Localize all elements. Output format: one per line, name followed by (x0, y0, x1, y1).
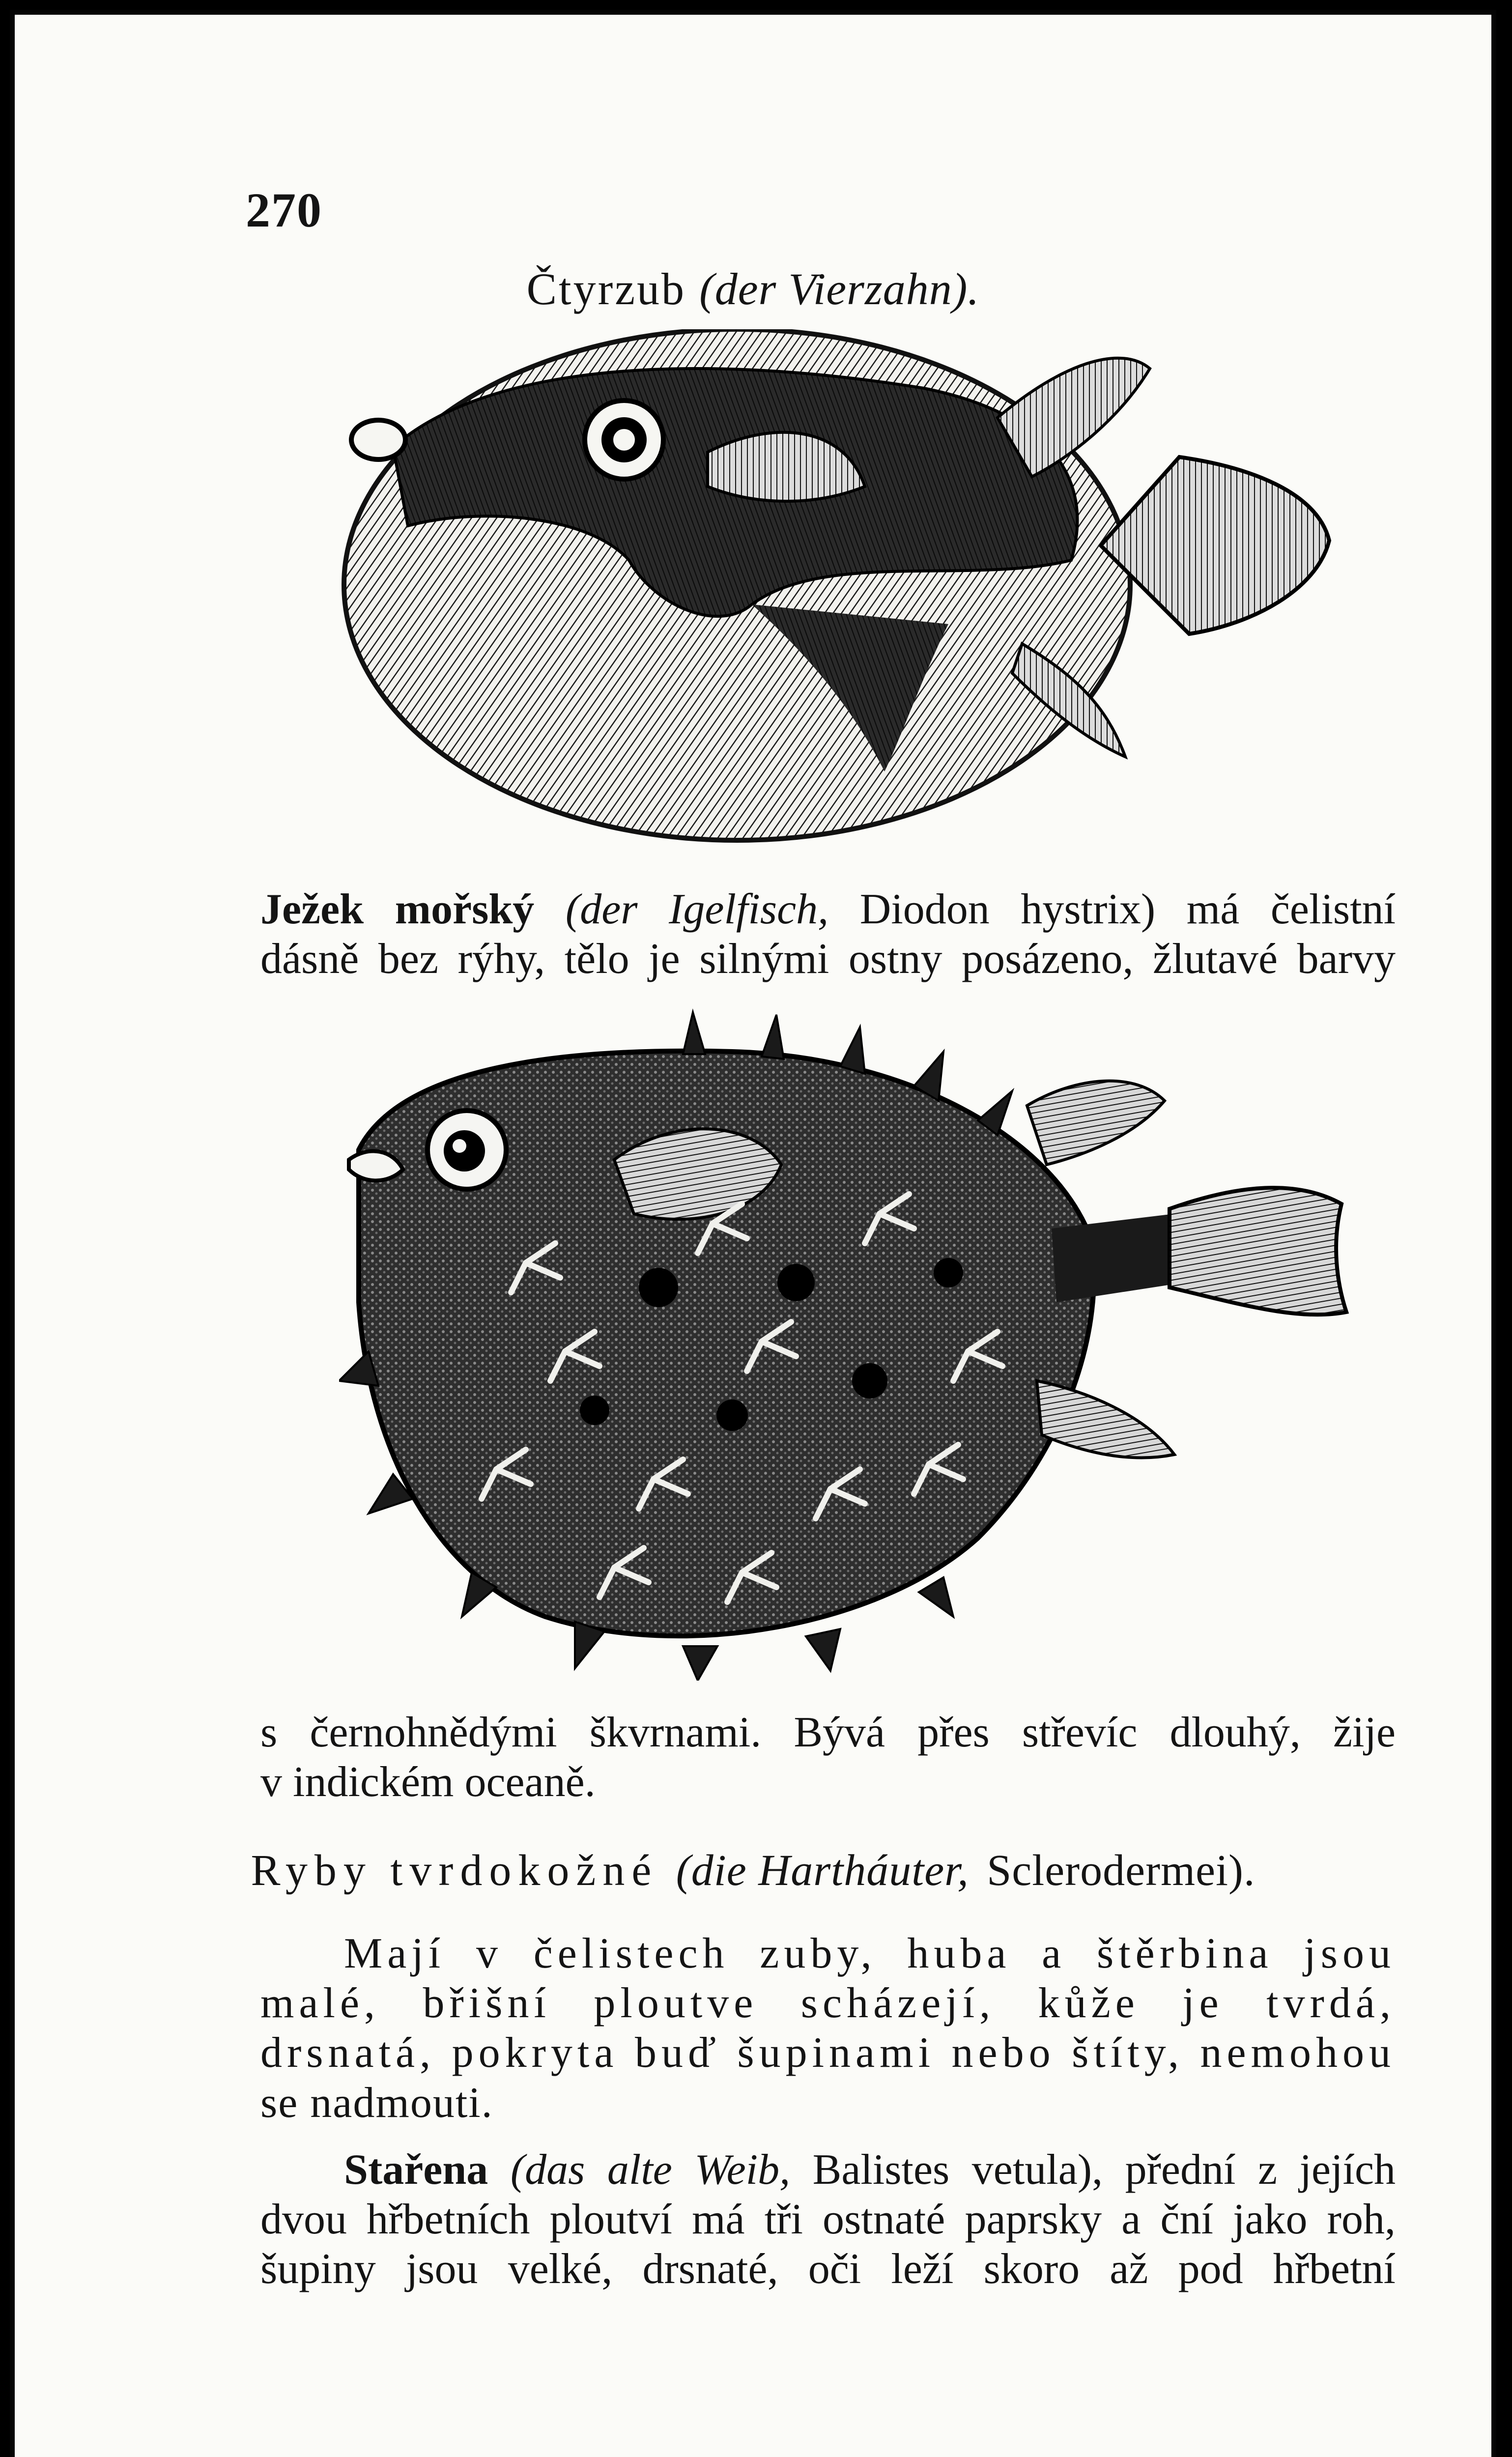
paragraph-sclerodermei-line1: Mají v čelistech zuby, huba a štěrbina jsou (344, 1930, 1396, 1977)
paragraph-balistes (260, 2145, 1396, 2294)
paragraph-balistes-line1: Balistes vetula), přední z jejích (812, 2146, 1396, 2194)
pufferfish-engraving-icon (334, 329, 1334, 877)
term-diodon: Ježek mořský (260, 886, 535, 933)
section-heading (15, 1845, 1491, 1896)
paragraph-diodon-cont-line1: s černohnědými škvrnami. Bývá přes střevíc dlouhý, žije (260, 1709, 1396, 1756)
figure-1-caption-cs: Čtyrzub (526, 264, 686, 314)
paragraph-diodon-cont (260, 1708, 1396, 1807)
figure-1-caption (15, 263, 1491, 315)
paragraph-balistes-line3: šupiny jsou velké, drsnaté, oči leží skoro až pod hřbetní (260, 2245, 1396, 2293)
paragraph-diodon-line2: dásně bez rýhy, tělo je silnými ostny posázeno, žlutavé barvy (260, 935, 1396, 983)
section-heading-de: (die Hartháuter, (676, 1846, 969, 1895)
paragraph-diodon-cont-line2: v indickém oceaně. (260, 1758, 596, 1806)
paragraph-sclerodermei-line4: se nadmouti. (260, 2079, 493, 2127)
paragraph-balistes-line2: dvou hřbetních ploutví má tři ostnaté paprsky a ční jako roh, (260, 2196, 1396, 2244)
paragraph-diodon (260, 885, 1396, 984)
german-name-balistes: (das alte Weib, (510, 2146, 791, 2194)
section-heading-latin: Sclerodermei). (987, 1846, 1255, 1895)
figure-1-caption-de: (der Vierzahn). (699, 264, 980, 314)
porcupinefish-engraving-icon (339, 1007, 1351, 1681)
paragraph-sclerodermei (260, 1929, 1396, 2128)
section-heading-cs: Ryby tvrdokožné (251, 1846, 658, 1895)
paragraph-diodon-line1: Diodon hystrix) má čelistní (859, 886, 1396, 933)
paragraph-sclerodermei-line2: malé, břišní ploutve scházejí, kůže je tvrdá, (260, 1979, 1396, 2028)
term-balistes: Stařena (344, 2146, 488, 2194)
book-page (10, 10, 1496, 2457)
german-name-diodon: (der Igelfisch, (565, 886, 829, 933)
page-number: 270 (246, 183, 322, 237)
paragraph-sclerodermei-line3: drsnatá, pokryta buď šupinami nebo štíty, nemohou (260, 2029, 1396, 2077)
